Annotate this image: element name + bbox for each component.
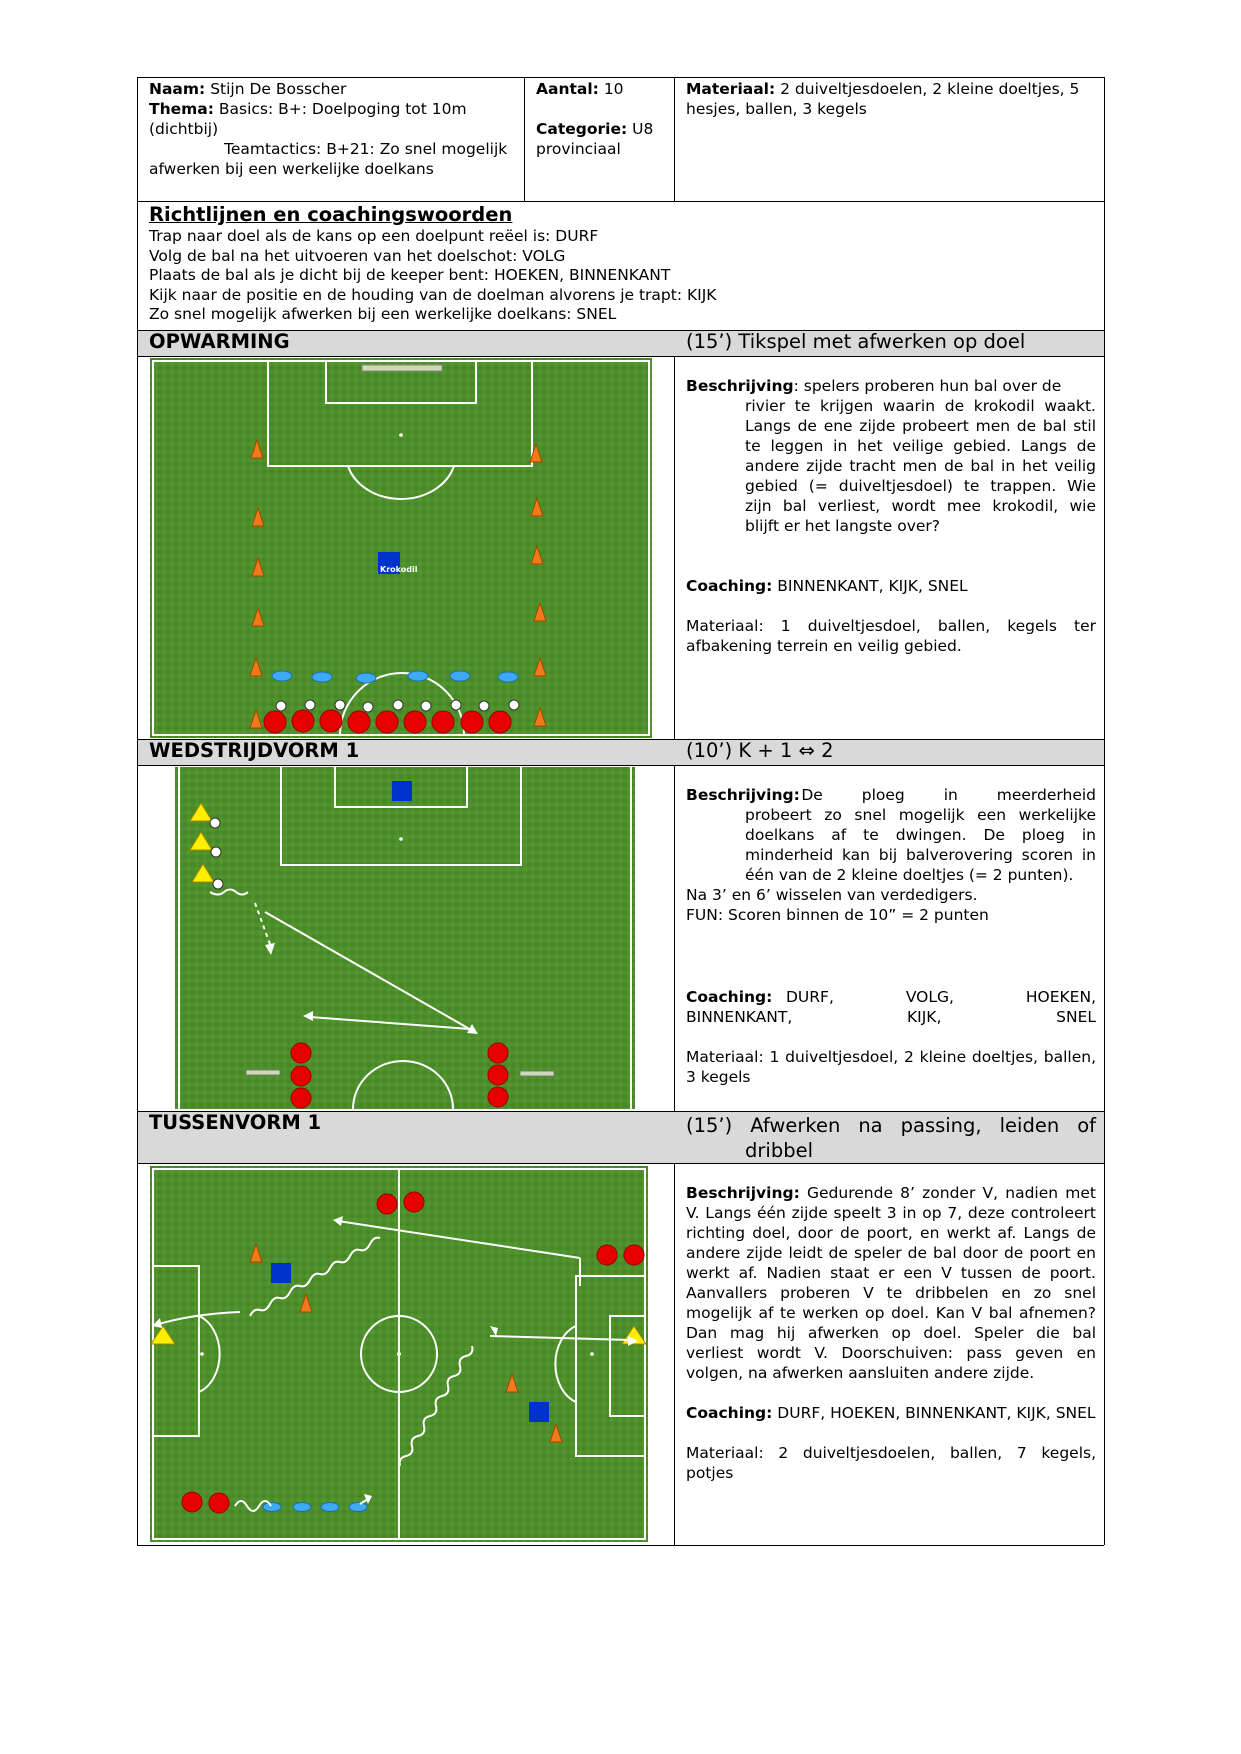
beschrijving-text: Gedurende 8’ zonder V, nadien met V. Langs één zijde speelt 3 in op 7, deze controleert richting doel, door de poort, en werkt af. Langs de andere zijde leidt de speler de bal door de poort en werkt af. Nadien staat er een V tussen de poort. Aanvallers proberen V te dribbelen en zo snel mogelijk af te werken op doel. Kan V bal afnemen? Dan mag hij afwerken op doel. Speler die bal verliest wordt V. Doorschuiven: pass geven en volgen, na afwerken aansluiten andere zijde. <box>686 1184 1096 1382</box>
beschrijving-first: De ploeg in meerderheid <box>801 786 1096 804</box>
ball <box>305 700 315 710</box>
richtlijn-line: Kijk naar de positie en de houding van de doelman alvorens je trapt: KIJK <box>149 285 717 304</box>
disc <box>293 1503 311 1512</box>
disc <box>356 673 376 683</box>
player-red <box>489 711 511 733</box>
disc <box>272 671 292 681</box>
player-red <box>461 711 483 733</box>
player-red <box>404 1192 424 1212</box>
player-red <box>291 1088 311 1108</box>
materiaal-text: Materiaal: 1 duiveltjesdoel, 2 kleine doeltjes, ballen, 3 kegels <box>686 1048 1096 1086</box>
coaching-text: DURF, HOEKEN, BINNENKANT, KIJK, SNEL <box>777 1404 1096 1422</box>
section-duration-tussenvorm: (15’) Afwerken na passing, leiden of dribbel <box>686 1114 1096 1162</box>
section-duration-opwarming: (15’) Tikspel met afwerken op doel <box>686 330 1026 353</box>
ball <box>421 701 431 711</box>
beschrijving-text: rivier te krijgen waarin de krokodil waakt. Langs de ene zijde probeert men de bal stil te leggen in het veilige gebied. Langs de andere zijde tracht men de bal in het veilig gebied (= duiveltjesdoel) te trappen. Wie zijn bal verliest, wordt mee krokodil, wie blijft er het langste over? <box>745 397 1096 535</box>
richtlijn-line: Plaats de bal als je dicht bij de keeper bent: HOEKEN, BINNENKANT <box>149 266 671 284</box>
beschrijving-label: Beschrijving: <box>686 1184 800 1202</box>
coaching-label: Coaching: <box>686 988 773 1006</box>
ball <box>210 818 220 828</box>
player-red <box>432 711 454 733</box>
categorie-value: U8 provinciaal <box>536 120 654 158</box>
section-text-wedstrijdvorm <box>686 785 1096 1087</box>
krokodil-label: Krokodil <box>380 565 418 574</box>
coaching-label: Coaching: <box>686 1404 773 1422</box>
ball <box>335 700 345 710</box>
section-text-tussenvorm <box>686 1183 1096 1483</box>
player-red <box>488 1043 508 1063</box>
player-red <box>320 710 342 732</box>
player-red <box>292 710 314 732</box>
player-red <box>348 711 370 733</box>
section-text-opwarming <box>686 376 1096 656</box>
beschrijving-label: Beschrijving: <box>686 786 800 804</box>
disc <box>312 672 332 682</box>
disc <box>450 671 470 681</box>
diagram-wedstrijdvorm <box>175 767 635 1109</box>
extra-line: Na 3’ en 6’ wisselen van verdedigers. <box>686 886 978 904</box>
disc <box>321 1503 339 1512</box>
pitch <box>150 358 652 738</box>
coaching-text: BINNENKANT, KIJK, SNEL <box>777 577 968 595</box>
materiaal-label: Materiaal: <box>686 80 776 98</box>
player-red <box>264 711 286 733</box>
small-goal <box>520 1071 554 1076</box>
ball <box>211 847 221 857</box>
goal <box>362 365 442 371</box>
beschrijving-first: : spelers proberen hun bal over de <box>793 377 1062 395</box>
section-title-opwarming: OPWARMING <box>149 330 290 353</box>
richtlijn-line: Zo snel mogelijk afwerken bij een werkelijke doelkans: SNEL <box>149 305 617 323</box>
ball <box>509 700 519 710</box>
player-red <box>291 1043 311 1063</box>
player-red <box>404 711 426 733</box>
defender-blue <box>529 1402 549 1422</box>
materiaal-value: 2 duiveltjesdoelen, 2 kleine doeltjes, 5 hesjes, ballen, 3 kegels <box>686 80 1080 118</box>
coaching-text: DURF, VOLG, HOEKEN, BINNENKANT, KIJK, SNEL <box>686 988 1096 1026</box>
categorie-label: Categorie: <box>536 120 628 138</box>
player-red <box>624 1245 644 1265</box>
pitch <box>175 767 635 1109</box>
player-red <box>488 1065 508 1085</box>
disc <box>349 1503 367 1512</box>
thema-value: Basics: B+: Doelpoging tot 10m (dichtbij) <box>149 100 467 138</box>
naam-value: Stijn De Bosscher <box>210 80 347 98</box>
small-goal <box>246 1070 280 1075</box>
materiaal-text: Materiaal: 1 duiveltjesdoel, ballen, kegels ter afbakening terrein en veilig gebied. <box>686 617 1096 655</box>
ball <box>451 700 461 710</box>
defender-blue <box>271 1263 291 1283</box>
extra-line: FUN: Scoren binnen de 10” = 2 punten <box>686 906 989 924</box>
header-cell-aantal <box>536 79 666 159</box>
player-red <box>597 1245 617 1265</box>
diagram-tussenvorm <box>150 1166 648 1542</box>
disc <box>408 671 428 681</box>
beschrijving-label: Beschrijving <box>686 377 794 395</box>
coaching-label: Coaching: <box>686 577 773 595</box>
richtlijnen-block <box>149 203 1094 325</box>
ball <box>363 702 373 712</box>
player-red <box>488 1087 508 1107</box>
thema-label: Thema: <box>149 100 214 118</box>
teamtactics-text: Teamtactics: B+21: Zo snel mogelijk afwerken bij een werkelijke doelkans <box>149 140 508 178</box>
beschrijving-text: probeert zo snel mogelijk een werkelijke doelkans af te dwingen. De ploeg in minderheid kan bij balverovering scoren in één van de 2 kleine doeltjes (= 2 punten). <box>745 806 1096 884</box>
ball <box>393 700 403 710</box>
richtlijn-line: Volg de bal na het uitvoeren van het doelschot: VOLG <box>149 246 566 265</box>
keeper-blue <box>392 781 412 801</box>
player-red <box>209 1493 229 1513</box>
naam-label: Naam: <box>149 80 206 98</box>
player-red <box>377 1194 397 1214</box>
header-cell-materiaal <box>686 79 1096 119</box>
aantal-label: Aantal: <box>536 80 599 98</box>
disc <box>498 672 518 682</box>
player-red <box>376 711 398 733</box>
player-red <box>291 1066 311 1086</box>
diagram-opwarming <box>150 358 652 738</box>
aantal-value: 10 <box>603 80 624 98</box>
ball <box>276 701 286 711</box>
section-duration-wedstrijdvorm: (10’) K + 1 ⇔ 2 <box>686 739 834 762</box>
richtlijnen-title: Richtlijnen en coachingswoorden <box>149 203 513 226</box>
disc <box>263 1503 281 1512</box>
header-cell-naam <box>149 79 517 179</box>
ball <box>213 879 223 889</box>
ball <box>479 701 489 711</box>
player-red <box>182 1492 202 1512</box>
section-title-wedstrijdvorm: WEDSTRIJDVORM 1 <box>149 739 360 762</box>
materiaal-text: Materiaal: 2 duiveltjesdoelen, ballen, 7 kegels, potjes <box>686 1444 1096 1482</box>
section-title-tussenvorm: TUSSENVORM 1 <box>149 1111 322 1134</box>
richtlijn-line: Trap naar doel als de kans op een doelpunt reëel is: DURF <box>149 227 599 245</box>
